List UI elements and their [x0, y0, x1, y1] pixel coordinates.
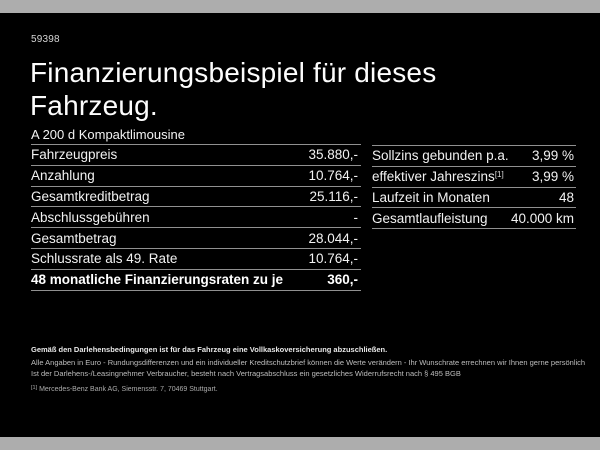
row-label: Gesamtkreditbetrag — [31, 188, 150, 204]
footnote-reference-text: Mercedes-Benz Bank AG, Siemensstr. 7, 70469 Stuttgart. — [39, 386, 218, 393]
row-value: 35.880,- — [308, 147, 358, 163]
row-label: Schlussrate als 49. Rate — [31, 251, 178, 267]
row-label: Abschlussgebühren — [31, 209, 150, 225]
row-label: Fahrzeugpreis — [31, 147, 118, 163]
bottom-frame-bar — [0, 437, 600, 450]
table-row-effektiver-jahreszins — [372, 167, 576, 188]
footnote-bold: Gemäß den Darlehensbedingungen ist für das Fahrzeug eine Vollkaskoversicherung abzuschließen. — [31, 345, 388, 354]
table-row-fahrzeugpreis — [31, 145, 361, 166]
row-label: Gesamtbetrag — [31, 230, 117, 246]
row-label: Anzahlung — [31, 168, 95, 184]
conditions-table — [372, 145, 576, 229]
footnote-line-2: Ist der Darlehens-/Leasingnehmer Verbraucher, besteht nach Vertragsabschluss ein gesetzliches Widerrufsrecht nach § 495 BGB — [31, 369, 461, 378]
row-label: Gesamtlaufleistung — [372, 210, 488, 226]
row-value: 10.764,- — [308, 251, 358, 267]
table-row-schlussrate — [31, 249, 361, 270]
page-title-line2: Fahrzeug. — [30, 90, 158, 121]
row-label: effektiver Jahreszins[1] — [372, 169, 504, 185]
row-label: Laufzeit in Monaten — [372, 189, 490, 205]
page-title — [30, 56, 436, 122]
row-value: - — [353, 209, 358, 225]
vehicle-model: A 200 d Kompaktlimousine — [31, 127, 361, 145]
finance-table — [31, 127, 361, 291]
top-frame-bar — [0, 0, 600, 13]
row-value: 48 — [558, 189, 574, 205]
table-row-gesamtlaufleistung — [372, 208, 576, 229]
row-value: 25.116,- — [309, 188, 358, 204]
document-id: 59398 — [31, 34, 60, 45]
footnote-reference-marker: [1] — [31, 385, 38, 391]
table-row-abschlussgebuehren — [31, 207, 361, 228]
table-row-sollzins — [372, 146, 576, 167]
table-row-gesamtkreditbetrag — [31, 187, 361, 208]
table-row-monatsrate — [31, 270, 361, 291]
footnote-reference — [31, 385, 591, 393]
row-value: 28.044,- — [308, 230, 358, 246]
table-row-anzahlung — [31, 166, 361, 187]
footnotes-block — [31, 345, 591, 393]
row-value: 10.764,- — [308, 168, 358, 184]
row-label: Sollzins gebunden p.a. — [372, 148, 509, 164]
table-row-gesamtbetrag — [31, 228, 361, 249]
table-row-laufzeit — [372, 188, 576, 209]
row-value: 360,- — [327, 272, 358, 288]
page-title-line1: Finanzierungsbeispiel für dieses — [30, 57, 437, 88]
row-value: 3,99 % — [531, 169, 574, 185]
row-label: 48 monatliche Finanzierungsraten zu je — [31, 272, 284, 288]
footnote-marker: [1] — [494, 170, 504, 180]
row-value: 3,99 % — [531, 148, 574, 164]
footnote-line-1: Alle Angaben in Euro - Rundungsdifferenzen und ein individueller Kreditschutzbrief können die Werte verändern - Ihr Wunschrate errechnen wir Ihnen gerne persönlich — [31, 358, 586, 367]
row-value: 40.000 km — [510, 210, 574, 226]
